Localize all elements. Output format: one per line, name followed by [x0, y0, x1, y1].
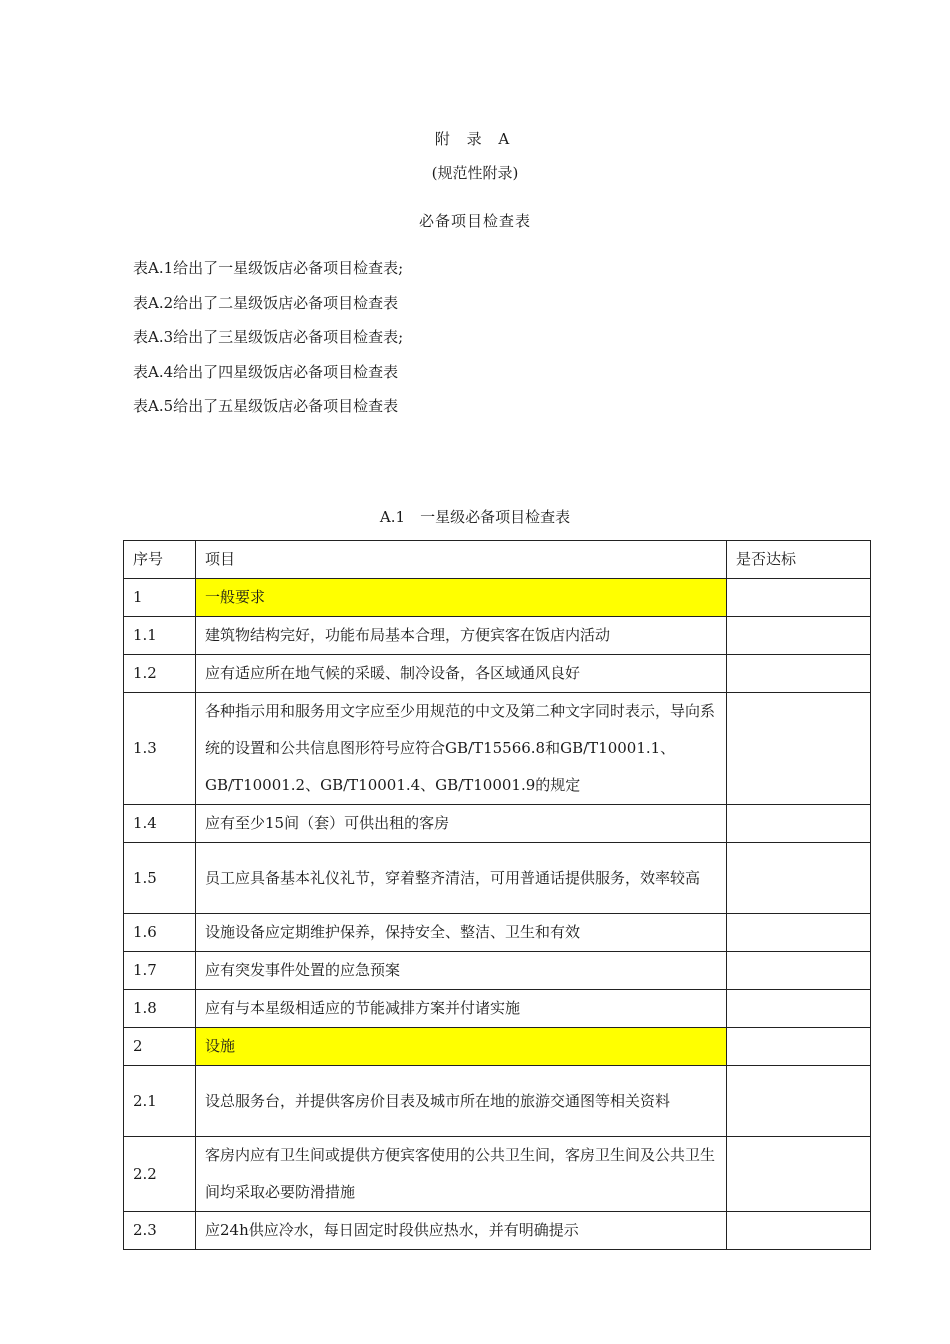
row-compliance: [727, 952, 871, 990]
intro-line: 表A.1给出了一星级饭店必备项目检查表;: [133, 259, 404, 277]
row-number: 1.2: [124, 655, 196, 693]
row-compliance: [727, 990, 871, 1028]
row-compliance: [727, 693, 871, 805]
row-item: 一般要求: [196, 579, 727, 617]
row-number: 2.2: [124, 1137, 196, 1212]
row-number: 1.3: [124, 693, 196, 805]
checklist-table: [123, 540, 871, 1250]
table-row: [124, 655, 871, 693]
row-number: 1: [124, 579, 196, 617]
row-number: 2: [124, 1028, 196, 1066]
row-compliance: [727, 1212, 871, 1250]
row-compliance: [727, 1066, 871, 1137]
row-item: 员工应具备基本礼仪礼节，穿着整齐清洁，可用普通话提供服务，效率较高: [196, 843, 727, 914]
row-number: 1.7: [124, 952, 196, 990]
table-row: [124, 843, 871, 914]
appendix-subtitle: (规范性附录): [431, 164, 519, 182]
section-title: 必备项目检查表: [418, 212, 531, 230]
table-row: [124, 1137, 871, 1212]
row-number: 1.1: [124, 617, 196, 655]
row-item: 应24h供应冷水，每日固定时段供应热水，并有明确提示: [196, 1212, 727, 1250]
table-row: [124, 805, 871, 843]
header-item: 项目: [196, 541, 727, 579]
row-item: 应有突发事件处置的应急预案: [196, 952, 727, 990]
intro-line: 表A.2给出了二星级饭店必备项目检查表: [133, 293, 399, 312]
row-number: 1.8: [124, 990, 196, 1028]
row-compliance: [727, 655, 871, 693]
row-compliance: [727, 617, 871, 655]
row-compliance: [727, 843, 871, 914]
row-item: 客房内应有卫生间或提供方便宾客使用的公共卫生间，客房卫生间及公共卫生间均采取必要防滑措施: [196, 1137, 727, 1212]
table-row: [124, 1212, 871, 1250]
table-row: [124, 914, 871, 952]
intro-list: [133, 257, 403, 430]
header-compliance: 是否达标: [727, 541, 871, 579]
row-item: 设总服务台，并提供客房价目表及城市所在地的旅游交通图等相关资料: [196, 1066, 727, 1137]
table-row: [124, 693, 871, 805]
row-compliance: [727, 805, 871, 843]
row-compliance: [727, 914, 871, 952]
appendix-title: 附 录 A: [434, 130, 516, 148]
intro-line: 表A.4给出了四星级饭店必备项目检查表: [133, 362, 399, 381]
row-number: 1.4: [124, 805, 196, 843]
table-caption: A.1 一星级必备项目检查表: [379, 508, 571, 526]
row-item: 应有与本星级相适应的节能减排方案并付诸实施: [196, 990, 727, 1028]
table-row: [124, 617, 871, 655]
row-number: 2.1: [124, 1066, 196, 1137]
table-row: [124, 1028, 871, 1066]
row-number: 1.5: [124, 843, 196, 914]
row-compliance: [727, 1137, 871, 1212]
row-compliance: [727, 579, 871, 617]
row-item: 设施: [196, 1028, 727, 1066]
row-item: 建筑物结构完好，功能布局基本合理，方便宾客在饭店内活动: [196, 617, 727, 655]
table-row: [124, 952, 871, 990]
row-item: 各种指示用和服务用文字应至少用规范的中文及第二种文字同时表示，导向系统的设置和公共信息图形符号应符合GB/T15566.8和GB/T10001.1、GB/T10001.2、GB/T10001.4、GB/T10001.9的规定: [196, 693, 727, 805]
row-number: 1.6: [124, 914, 196, 952]
intro-line: 表A.5给出了五星级饭店必备项目检查表: [133, 397, 399, 415]
row-compliance: [727, 1028, 871, 1066]
row-item: 应有适应所在地气候的采暖、制冷设备，各区域通风良好: [196, 655, 727, 693]
row-item: 应有至少15间（套）可供出租的客房: [196, 805, 727, 843]
table-row: [124, 1066, 871, 1137]
header-number: 序号: [124, 541, 196, 579]
table-row: [124, 990, 871, 1028]
row-number: 2.3: [124, 1212, 196, 1250]
table-header-row: [124, 541, 871, 579]
intro-line: 表A.3给出了三星级饭店必备项目检查表;: [133, 328, 404, 346]
table-row: [124, 579, 871, 617]
row-item: 设施设备应定期维护保养，保持安全、整洁、卫生和有效: [196, 914, 727, 952]
